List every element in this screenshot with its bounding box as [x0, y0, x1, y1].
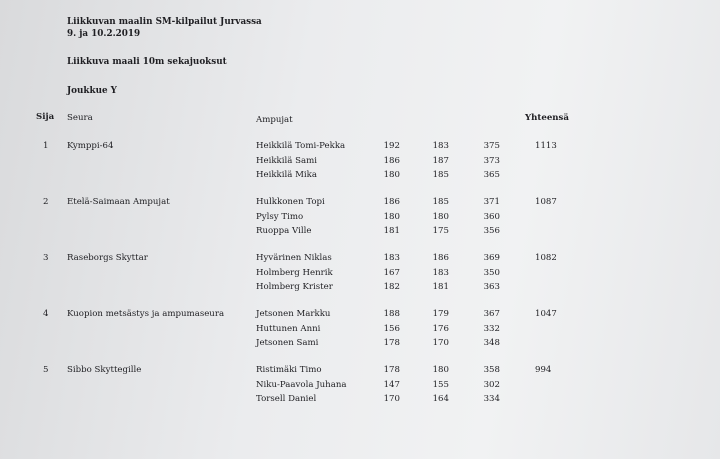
shooter-score-2: 185	[432, 197, 449, 207]
shooter-score-2: 164	[432, 394, 449, 404]
shooter-sum: 367	[483, 309, 500, 319]
shooter-score-1: 178	[383, 338, 400, 348]
team-total: 994	[535, 365, 552, 375]
column-header-shooters: Ampujat	[256, 115, 293, 125]
team-total: 1113	[535, 141, 557, 151]
shooter-sum: 360	[483, 211, 500, 222]
shooter-sum: 302	[483, 379, 500, 390]
team-total: 1047	[535, 309, 557, 319]
shooter-sum: 356	[483, 226, 500, 236]
shooter-score-1: 178	[383, 365, 400, 375]
shooter-score-2: 181	[432, 282, 449, 292]
shooter-score-1: 156	[383, 323, 400, 334]
shooter-name: Jetsonen Markku	[256, 309, 331, 319]
column-header-rank: Sija	[36, 112, 55, 122]
shooter-score-1: 186	[383, 197, 400, 207]
shooter-score-2: 175	[432, 226, 449, 236]
shooter-name: Heikkilä Tomi-Pekka	[256, 141, 346, 151]
shooter-score-1: 167	[383, 267, 400, 278]
shooter-name: Ristimäki Timo	[256, 365, 322, 375]
shooter-sum: 358	[483, 365, 500, 375]
shooter-name: Jetsonen Sami	[256, 338, 319, 348]
team-rank: 5	[43, 365, 49, 375]
shooter-sum: 373	[483, 155, 500, 166]
shooter-score-2: 179	[432, 309, 449, 319]
shooter-score-1: 147	[383, 379, 400, 390]
team-club: Kymppi-64	[67, 141, 114, 151]
shooter-sum: 375	[483, 141, 500, 151]
shooter-name: Holmberg Krister	[256, 282, 333, 292]
shooter-score-1: 181	[383, 226, 400, 236]
shooter-name: Torsell Daniel	[256, 394, 317, 404]
category-name: Joukkue Y	[67, 86, 117, 96]
column-header-club: Seura	[67, 113, 93, 123]
shooter-sum: 332	[483, 323, 500, 334]
shooter-score-2: 186	[432, 253, 449, 263]
shooter-sum: 334	[483, 394, 500, 404]
shooter-name: Hulkkonen Topi	[256, 197, 325, 207]
column-header-total: Yhteensä	[525, 113, 569, 123]
shooter-name: Niku-Paavola Juhana	[256, 379, 347, 390]
shooter-score-1: 188	[383, 309, 400, 319]
team-club: Raseborgs Skyttar	[67, 253, 148, 263]
team-total: 1082	[535, 253, 557, 263]
shooter-name: Heikkilä Mika	[256, 170, 317, 180]
team-club: Sibbo Skyttegille	[67, 365, 142, 375]
shooter-score-1: 180	[383, 211, 400, 222]
shooter-score-2: 170	[432, 338, 449, 348]
document-title: Liikkuvan maalin SM-kilpailut Jurvassa	[67, 17, 262, 27]
team-rank: 3	[43, 253, 49, 263]
shooter-score-2: 183	[432, 141, 449, 151]
shooter-score-2: 187	[432, 155, 449, 166]
shooter-score-2: 185	[432, 170, 449, 180]
shooter-score-1: 170	[383, 394, 400, 404]
shooter-score-1: 192	[383, 141, 400, 151]
team-rank: 2	[43, 197, 49, 207]
shooter-score-1: 183	[383, 253, 400, 263]
shooter-sum: 363	[483, 282, 500, 292]
shooter-sum: 350	[483, 267, 500, 278]
shooter-score-2: 183	[432, 267, 449, 278]
shooter-score-2: 176	[432, 323, 449, 334]
event-name: Liikkuva maali 10m sekajuoksut	[67, 57, 227, 67]
shooter-sum: 348	[483, 338, 500, 348]
shooter-sum: 369	[483, 253, 500, 263]
shooter-name: Heikkilä Sami	[256, 155, 318, 166]
shooter-name: Huttunen Anni	[256, 323, 321, 334]
shooter-score-2: 180	[432, 211, 449, 222]
shooter-score-1: 186	[383, 155, 400, 166]
shooter-score-1: 182	[383, 282, 400, 292]
shooter-name: Holmberg Henrik	[256, 267, 333, 278]
team-total: 1087	[535, 197, 557, 207]
shooter-name: Ruoppa Ville	[256, 226, 312, 236]
shooter-score-2: 180	[432, 365, 449, 375]
team-rank: 1	[43, 141, 49, 151]
shooter-score-2: 155	[432, 379, 449, 390]
team-rank: 4	[43, 309, 49, 319]
shooter-name: Pylsy Timo	[256, 211, 304, 222]
shooter-sum: 365	[483, 170, 500, 180]
shooter-name: Hyvärinen Niklas	[256, 253, 332, 263]
shooter-sum: 371	[483, 197, 500, 207]
document-date: 9. ja 10.2.2019	[67, 29, 141, 39]
team-club: Etelä-Saimaan Ampujat	[67, 197, 170, 207]
team-club: Kuopion metsästys ja ampumaseura	[67, 309, 225, 319]
shooter-score-1: 180	[383, 170, 400, 180]
